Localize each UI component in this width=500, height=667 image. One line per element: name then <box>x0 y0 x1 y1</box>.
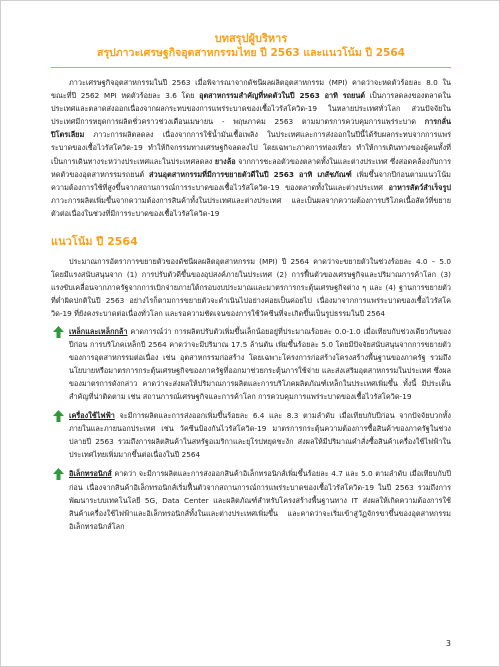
bullet-lead: เครื่องใช้ไฟฟ้า <box>69 411 115 421</box>
up-arrow-icon <box>53 410 64 422</box>
bullet-item-electronics <box>51 467 451 532</box>
bullet-text: จะมีการผลิตและการส่งออกเพิ่มขึ้นร้อยละ 6.4 และ 8.3 ตามลำดับ เมื่อเทียบกับปีก่อน จากปัจจัยบวกทั้งภายในและภายนอกประเทศ เช่น วัคซีนป้องกันไวรัสโควิด-19 มาตรการกระตุ้นความต้องการซื้อสินค้าของภาครัฐในช่วงปลายปี 2563 รวมถึงการผลิตสินค้าในสหรัฐอเมริกาและยุโรปหยุดชะงัก ส่งผลให้มีปริมาณคำสั่งซื้อสินค้าเครื่องใช้ไฟฟ้าในประเทศไทยเพิ่มมากขึ้นต่อเนื่องในปี 2564 <box>69 411 451 460</box>
trend-intro-paragraph: ประมาณการอัตราการขยายตัวของดัชนีผลผลิตอุตสาหกรรม (MPI) ปี 2564 คาดว่าจะขยายตัวในช่วงร้อยละ 4.0 – 5.0 โดยมีแรงสนับสนุนจาก (1) การปรับตัวดีขึ้นของอุปสงค์ภายในประเทศ (2) การฟื้นตัวของเศรษฐกิจและปริมาณการค้าโลก (3) แรงขับเคลื่อนจากภาครัฐจากการเบิกจ่ายภายใต้กรอบงบประมาณและมาตรการกระตุ้นเศรษฐกิจต่าง ๆ และ (4) ฐานการขยายตัวที่ต่ำผิดปกติในปี 2563 อย่างไรก็ตามการขยายตัวจะดำเนินไปอย่างค่อยเป็นค่อยไป เนื่องมาจากการแพร่ระบาดของเชื้อไวรัสโควิด-19 ที่ยังคงระบาดต่อเนื่องทั่วโลก และรอความชัดเจนของการใช้วัคซีนที่จะเกิดขึ้นเป็นรูปธรรมในปี 2564 <box>51 257 451 319</box>
page-number: 3 <box>445 639 451 648</box>
bullet-item-appliances <box>51 409 451 461</box>
summary-text: ภาวะการผลิตเพิ่มขึ้นจากความต้องการสินค้าทั้งในประเทศและต่างประเทศ และเป็นผลจากความต้องการบริโภคเนื้อสัตว์ที่ขยายตัวต่อเนื่องในช่วงที่มีการระบาดของเชื้อไวรัสโควิด-19 <box>51 195 451 218</box>
bullet-lead: เหล็กและเหล็กกล้า <box>69 326 128 336</box>
summary-text: ภาวะการผลิตลดลง เนื่องจากการใช้น้ำมันเชื้อเพลิง ในประเทศและการส่งออกในปีนี้ได้รับผลกระทบจากการแพร่ระบาดของเชื้อไวรัสโควิด-19 ทำให้กิจกรรมทางเศรษฐกิจลดลงไป โดยเฉพาะภาคการท่องเที่ยว ทำให้การเดินทางของผู้คนทั้งที่เป็นการเดินทางระหว่างประเทศและในประเทศลดลง <box>51 130 451 166</box>
summary-text: จากการชะลอตัวของตลาดทั้งในและต่างประเทศ ซึ่งสอดคล้องกับการหดตัวของอุตสาหกรรมรถยนต์ <box>51 156 451 179</box>
bullet-item-steel <box>51 325 451 404</box>
up-arrow-icon <box>53 468 64 480</box>
summary-text: ภาวะเศรษฐกิจอุตสาหกรรมในปี 2563 เมื่อพิจารณาจากดัชนีผลผลิตอุตสาหกรรม (MPI) คาดว่าจะหดตัวร้อยละ 8.0 ในขณะที่ปี 2562 MPI หดตัวร้อยละ 3.6 โดย <box>51 78 451 101</box>
bullet-text: คาดว่า จะมีการผลิตและการส่งออกสินค้าอิเล็กทรอนิกส์เพิ่มขึ้นร้อยละ 4.7 และ 5.0 ตามลำดับ เมื่อเทียบกับปีก่อน เนื่องจากสินค้าอิเล็กทรอนิกส์เริ่มฟื้นตัวจากสถานการณ์การแพร่ระบาดของเชื้อไวรัสโควิด-19 ในปี 2563 รวมถึงการพัฒนาระบบเทคโนโลยี 5G, Data Center และผลิตภัณฑ์สำหรับโครงสร้างพื้นฐานทาง IT ส่งผลให้เกิดความต้องการใช้สินค้าเครื่องใช้ไฟฟ้าและอิเล็กทรอนิกส์ทั้งในและต่างประเทศเพิ่มขึ้น และคาดว่าจะเริ่มเข้าสู่วัฏจักรขาขึ้นของอุตสาหกรรมอิเล็กทรอนิกส์โลก <box>69 469 451 531</box>
summary-bold-text: การกลั่นปิโตรเลียม <box>51 117 451 140</box>
page-content <box>51 31 451 539</box>
summary-bold-text: ส่วนอุตสาหกรรมที่มีการขยายตัวดีในปี 2563 อาทิ เภสัชภัณฑ์ <box>149 169 352 179</box>
summary-bold-text: อาหารสัตว์สำเร็จรูป <box>388 182 451 192</box>
section-heading-trend: แนวโน้ม ปี 2564 <box>51 235 138 249</box>
summary-bold-text: อุตสาหกรรมสำคัญที่หดตัวในปี 2563 อาทิ รถยนต์ <box>199 91 366 101</box>
page-title: บทสรุปผู้บริหาร <box>214 32 288 45</box>
title-underline <box>51 67 451 68</box>
up-arrow-icon <box>53 326 64 338</box>
summary-paragraph <box>51 76 451 220</box>
summary-text: เพิ่มขึ้นจากปีก่อนตามแนวโน้มความต้องการใช้ที่สูงขึ้นจากสถานการณ์การระบาดของเชื้อไวรัสโควิด-19 ของตลาดทั้งในและต่างประเทศ <box>51 169 451 192</box>
summary-bold-text: ยางล้อ <box>214 156 236 166</box>
page-subtitle: สรุปภาวะเศรษฐกิจอุตสาหกรรมไทย ปี 2563 และแนวโน้ม ปี 2564 <box>97 47 405 59</box>
summary-text: เป็นการลดลงของตลาดในประเทศและตลาดส่งออกเนื่องจากผลกระทบของการแพร่ระบาดของเชื้อไวรัสโควิด-19 ในหลายประเทศทั่วโลก ส่วนปัจจัยในประเทศมีการหยุดการผลิตชั่วคราวช่วงเดือนเมษายน - พฤษภาคม 2563 ตามมาตรการควบคุมการแพร่ระบาด <box>51 91 451 127</box>
bullet-lead: อิเล็กทรอนิกส์ <box>69 469 112 479</box>
bullet-text: คาดการณ์ว่า การผลิตปรับตัวเพิ่มขึ้นเล็กน้อยอยู่ที่ประมาณร้อยละ 0.0-1.0 เมื่อเทียบกับช่วงเดียวกันของปีก่อน การบริโภคเหล็กปี 2564 คาดว่าจะมีปริมาณ 17.5 ล้านตัน เพิ่มขึ้นร้อยละ 5.0 โดยมีปัจจัยสนับสนุนจากการขยายตัวของการอุตสาหกรรมต่อเนื่อง เช่น อุตสาหกรรมก่อสร้าง โดยเฉพาะโครงการก่อสร้างโครงสร้างพื้นฐานของภาครัฐ รวมถึงนโยบายหรือมาตรการกระตุ้นเศรษฐกิจของภาครัฐที่ออกมาช่วยกระตุ้นการใช้จ่าย และส่งเสริมอุตสาหกรรมในประเทศ ซึ่งผลของมาตรการดังกล่าว คาดว่าจะส่งผลให้ปริมาณการผลิตและการบริโภคผลิตภัณฑ์เหล็กในประเทศเพิ่มขึ้น ทั้งนี้ มีประเด็นสำคัญที่น่าติดตาม เช่น สถานการณ์เศรษฐกิจและการค้าโลก การควบคุมการแพร่ระบาดของเชื้อไวรัสโควิด-19 <box>69 326 451 401</box>
